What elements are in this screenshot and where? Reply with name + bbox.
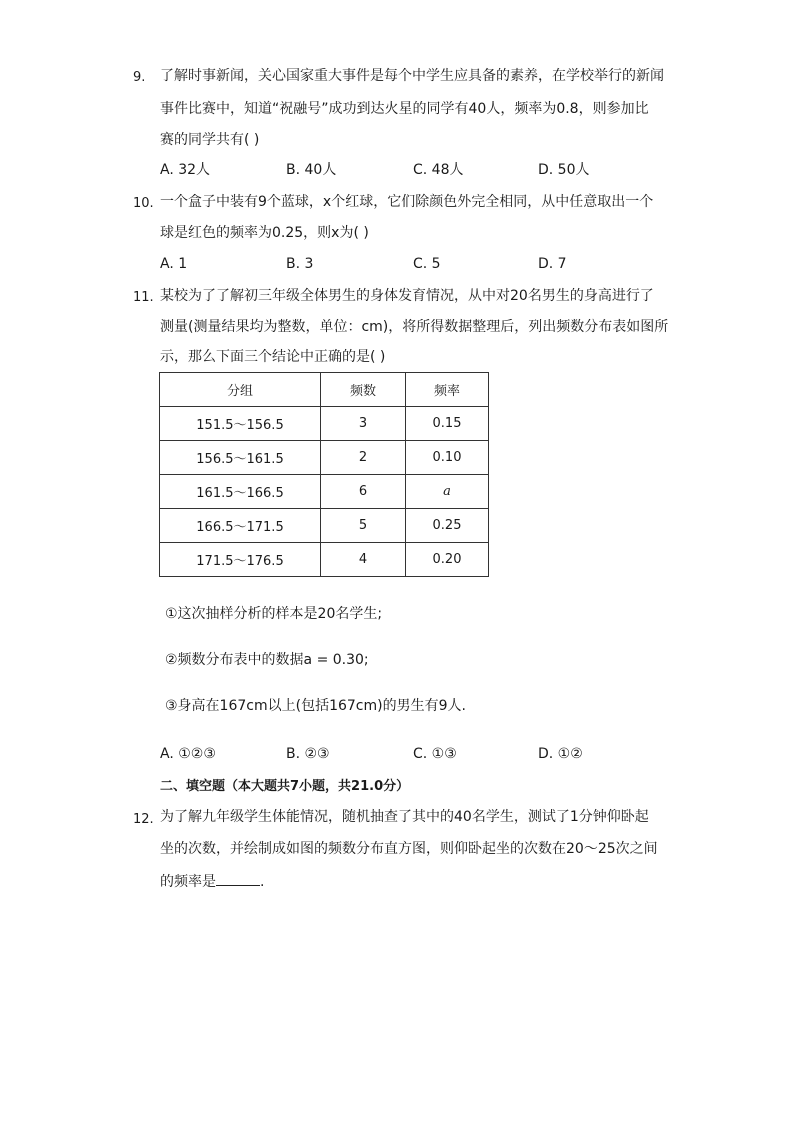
table-cell-group: 161.5～166.5 bbox=[160, 475, 321, 509]
table-row bbox=[160, 543, 489, 577]
q11-option-d: D. ①② bbox=[538, 746, 583, 762]
q9-number: 9. bbox=[133, 70, 146, 85]
q11-line-1: 某校为了了解初三年级全体男生的身体发育情况，从中对20名男生的身高进行了 bbox=[160, 288, 654, 304]
table-row bbox=[160, 407, 489, 441]
q11-option-a: A. ①②③ bbox=[160, 746, 216, 762]
table-cell-count: 3 bbox=[321, 407, 406, 441]
table-cell-group: 151.5～156.5 bbox=[160, 407, 321, 441]
table-cell-frequency: 0.20 bbox=[406, 543, 489, 577]
q9-option-c: C. 48人 bbox=[413, 162, 464, 178]
q9-line-3: 赛的同学共有( ) bbox=[160, 132, 260, 148]
q10-number: 10. bbox=[133, 196, 154, 211]
q11-option-c: C. ①③ bbox=[413, 746, 457, 762]
table-cell-frequency: 0.15 bbox=[406, 407, 489, 441]
q9-option-b: B. 40人 bbox=[286, 162, 337, 178]
q12-line-1: 为了解九年级学生体能情况，随机抽查了其中的40名学生，测试了1分钟仰卧起 bbox=[160, 809, 649, 825]
q9-option-a: A. 32人 bbox=[160, 162, 211, 178]
q10-option-c: C. 5 bbox=[413, 256, 441, 272]
q10-line-1: 一个盒子中装有9个蓝球，x个红球，它们除颜色外完全相同，从中任意取出一个 bbox=[160, 194, 654, 210]
q12-line-3-tail: . bbox=[260, 874, 265, 890]
q12-line-2: 坐的次数，并绘制成如图的频数分布直方图，则仰卧起坐的次数在20～25次之间 bbox=[160, 841, 658, 857]
q11-line-2: 测量(测量结果均为整数，单位：cm)，将所得数据整理后，列出频数分布表如图所 bbox=[160, 319, 669, 335]
q12-number: 12. bbox=[133, 812, 154, 827]
table-cell-frequency: 0.25 bbox=[406, 509, 489, 543]
q11-statement-2: ②频数分布表中的数据a = 0.30; bbox=[165, 652, 369, 668]
q9-line-2: 事件比赛中，知道“祝融号”成功到达火星的同学有40人，频率为0.8，则参加比 bbox=[160, 101, 649, 117]
table-cell-count: 5 bbox=[321, 509, 406, 543]
table-row bbox=[160, 475, 489, 509]
frequency-table bbox=[159, 372, 489, 577]
q10-option-a: A. 1 bbox=[160, 256, 188, 272]
table-cell-count: 4 bbox=[321, 543, 406, 577]
q9-line-1: 了解时事新闻，关心国家重大事件是每个中学生应具备的素养，在学校举行的新闻 bbox=[160, 68, 664, 84]
table-cell-group: 156.5～161.5 bbox=[160, 441, 321, 475]
q11-statement-3: ③身高在167cm以上(包括167cm)的男生有9人. bbox=[165, 698, 466, 714]
table-cell-group: 166.5～171.5 bbox=[160, 509, 321, 543]
q10-option-d: D. 7 bbox=[538, 256, 567, 272]
table-header-row bbox=[160, 373, 489, 407]
table-row bbox=[160, 509, 489, 543]
q9-option-d: D. 50人 bbox=[538, 162, 590, 178]
table-cell-frequency: a bbox=[406, 475, 489, 509]
q11-number: 11. bbox=[133, 290, 154, 305]
answer-blank[interactable] bbox=[216, 871, 260, 886]
table-header-count: 频数 bbox=[321, 373, 406, 407]
q11-option-b: B. ②③ bbox=[286, 746, 330, 762]
q12-line-3 bbox=[160, 871, 264, 892]
q11-line-3: 示，那么下面三个结论中正确的是( ) bbox=[160, 349, 386, 365]
q12-line-3-text: 的频率是 bbox=[160, 874, 216, 890]
table-header-frequency: 频率 bbox=[406, 373, 489, 407]
q10-option-b: B. 3 bbox=[286, 256, 314, 272]
section-heading-fill-in: 二、填空题（本大题共7小题，共21.0分） bbox=[160, 779, 410, 794]
q11-statement-1: ①这次抽样分析的样本是20名学生; bbox=[165, 606, 383, 622]
table-header-group: 分组 bbox=[160, 373, 321, 407]
table-row bbox=[160, 441, 489, 475]
table-cell-count: 2 bbox=[321, 441, 406, 475]
table-cell-count: 6 bbox=[321, 475, 406, 509]
table-cell-group: 171.5～176.5 bbox=[160, 543, 321, 577]
table-cell-frequency: 0.10 bbox=[406, 441, 489, 475]
q10-line-2: 球是红色的频率为0.25，则x为( ) bbox=[160, 225, 369, 241]
